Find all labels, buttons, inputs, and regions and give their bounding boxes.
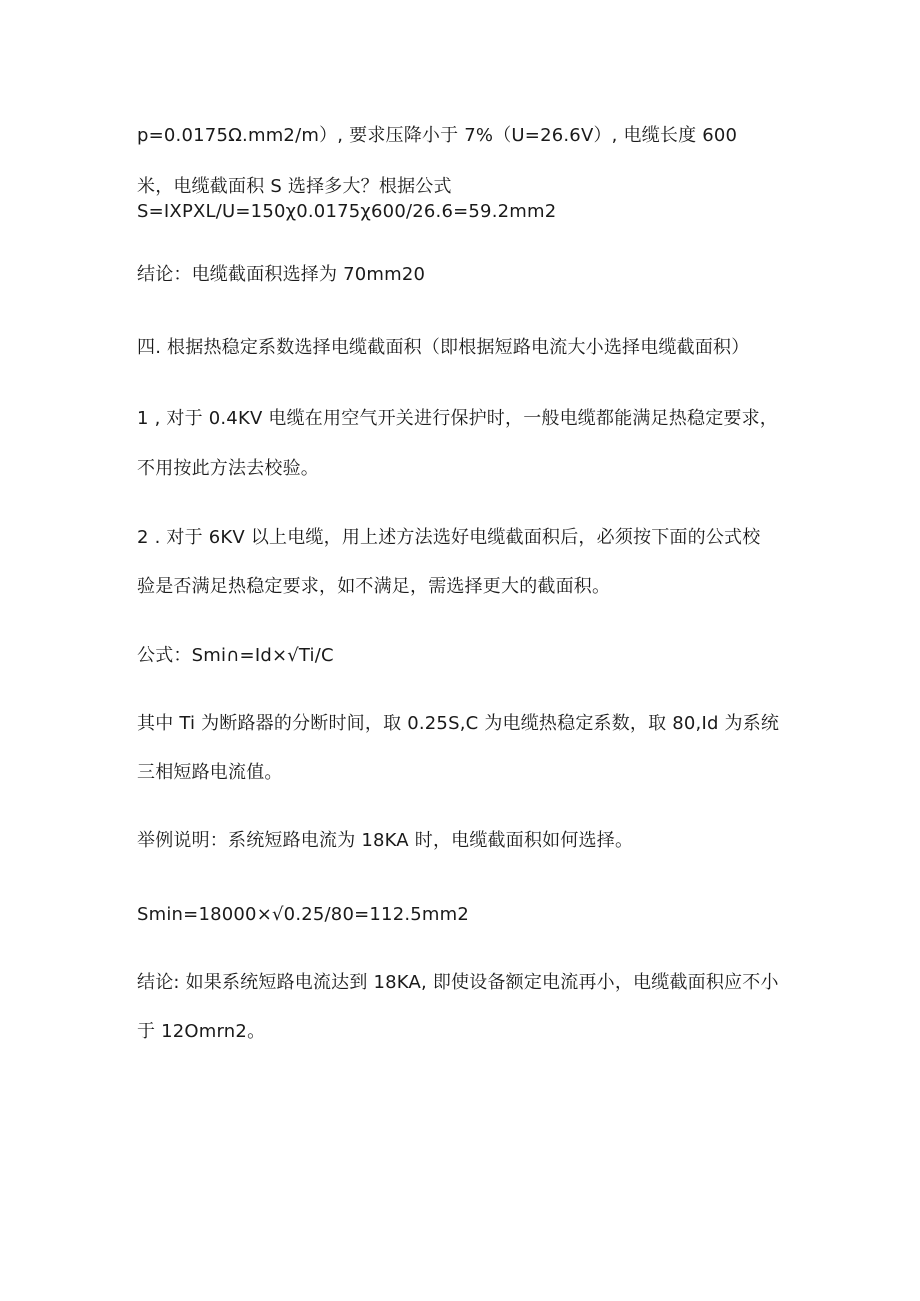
item-1-line-1: 1 , 对于 0.4KV 电缆在用空气开关进行保护时，一般电缆都能满足热稳定要求， <box>137 408 779 429</box>
section-heading: 四. 根据热稳定系数选择电缆截面积（即根据短路电流大小选择电缆截面积） <box>137 337 750 358</box>
explanation-line-1: 其中 Ti 为断路器的分断时间，取 0.25S,C 为电缆热稳定系数，取 80,Id 为系统 <box>137 713 780 734</box>
formula-thermal: 公式：Smi∩=Id×√Ti/C <box>137 645 334 666</box>
paragraph-line-2: 米，电缆截面积 S 选择多大？根据公式 <box>137 176 452 197</box>
explanation-line-2: 三相短路电流值。 <box>137 762 283 783</box>
item-2-line-1: 2 . 对于 6KV 以上电缆，用上述方法选好电缆截面积后，必须按下面的公式校 <box>137 527 761 548</box>
example-line: 举例说明：系统短路电流为 18KA 时，电缆截面积如何选择。 <box>137 830 634 851</box>
conclusion-line-2a: 结论: 如果系统短路电流达到 18KA, 即使设备额定电流再小，电缆截面积应不小 <box>137 972 779 993</box>
paragraph-line-1: p=0.0175Ω.mm2/m）, 要求压降小于 7%（U=26.6V）, 电缆长度 600 <box>137 125 738 146</box>
example-formula: Smin=18000×√0.25/80=112.5mm2 <box>137 904 470 925</box>
item-2-line-2: 验是否满足热稳定要求，如不满足，需选择更大的截面积。 <box>137 576 611 597</box>
item-1-line-2: 不用按此方法去校验。 <box>137 458 319 479</box>
formula-line: S=IXPXL/U=150χ0.0175χ600/26.6=59.2mm2 <box>137 201 557 222</box>
conclusion-line-1: 结论：电缆截面积选择为 70mm20 <box>137 264 426 285</box>
conclusion-line-2b: 于 12Omrn2。 <box>137 1021 266 1042</box>
